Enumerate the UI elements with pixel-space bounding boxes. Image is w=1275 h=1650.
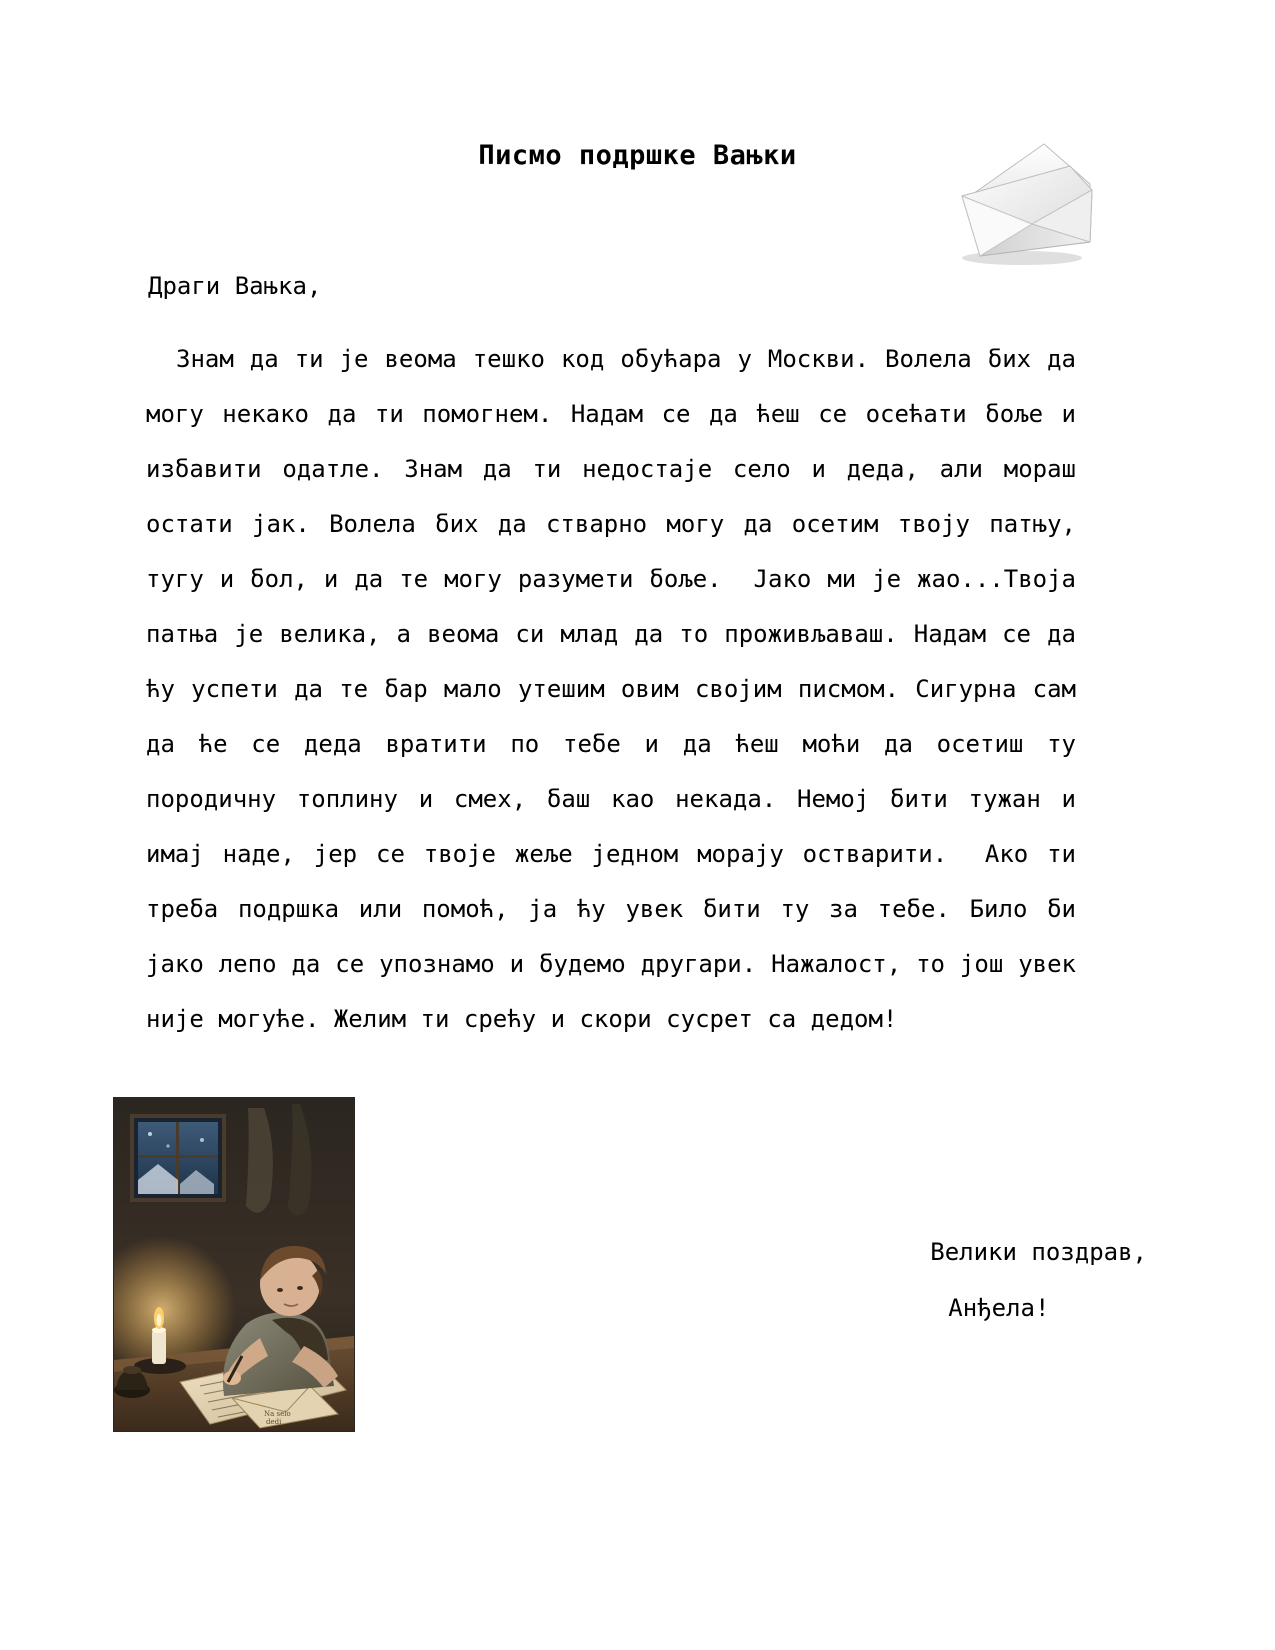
svg-text:dedi: dedi [266,1418,282,1426]
letter-body: Знам да ти је веома тешко код обућара у Москви. Волела бих да могу некако да ти помогнем. Надам се да ћеш се осећати боље и избавити одатле. Знам да ти недостаје село и деда, али мораш остати јак. Волела бих да стварно могу да осетим твоју патњу, тугу и бол, и да те могу разумети боље. Јако ми је жао...Твоја патња је велика, а веома си млад да то проживљаваш. Надам се да ћу успети да те бар мало утешим овим својим писмом. Сигурна сам да ће се деда вратити по тебе и да ћеш моћи да осетиш ту породичну топлину и смех, баш као некада. Немој бити тужан и имај наде, јер се твоје жеље једном морају остварити. Ако ти треба подршка или помоћ, ја ћу увек бити ту за тебе. Било би јако лепо да се упознамо и будемо другари. Нажалост, то још увек није могуће. Желим ти срећу и скори сусрет са дедом! [146,345,1091,1033]
envelope-icon [940,138,1100,268]
salutation: Драги Вањка, [148,272,322,300]
svg-text:Na selo: Na selo [264,1410,291,1418]
closing-block [930,1238,1147,1322]
letter-illustration [113,1097,355,1432]
closing-greeting: Велики поздрав, [930,1238,1147,1266]
closing-signature: Анђела! [948,1294,1050,1322]
page-title: Писмо подршке Вањки [478,140,797,171]
